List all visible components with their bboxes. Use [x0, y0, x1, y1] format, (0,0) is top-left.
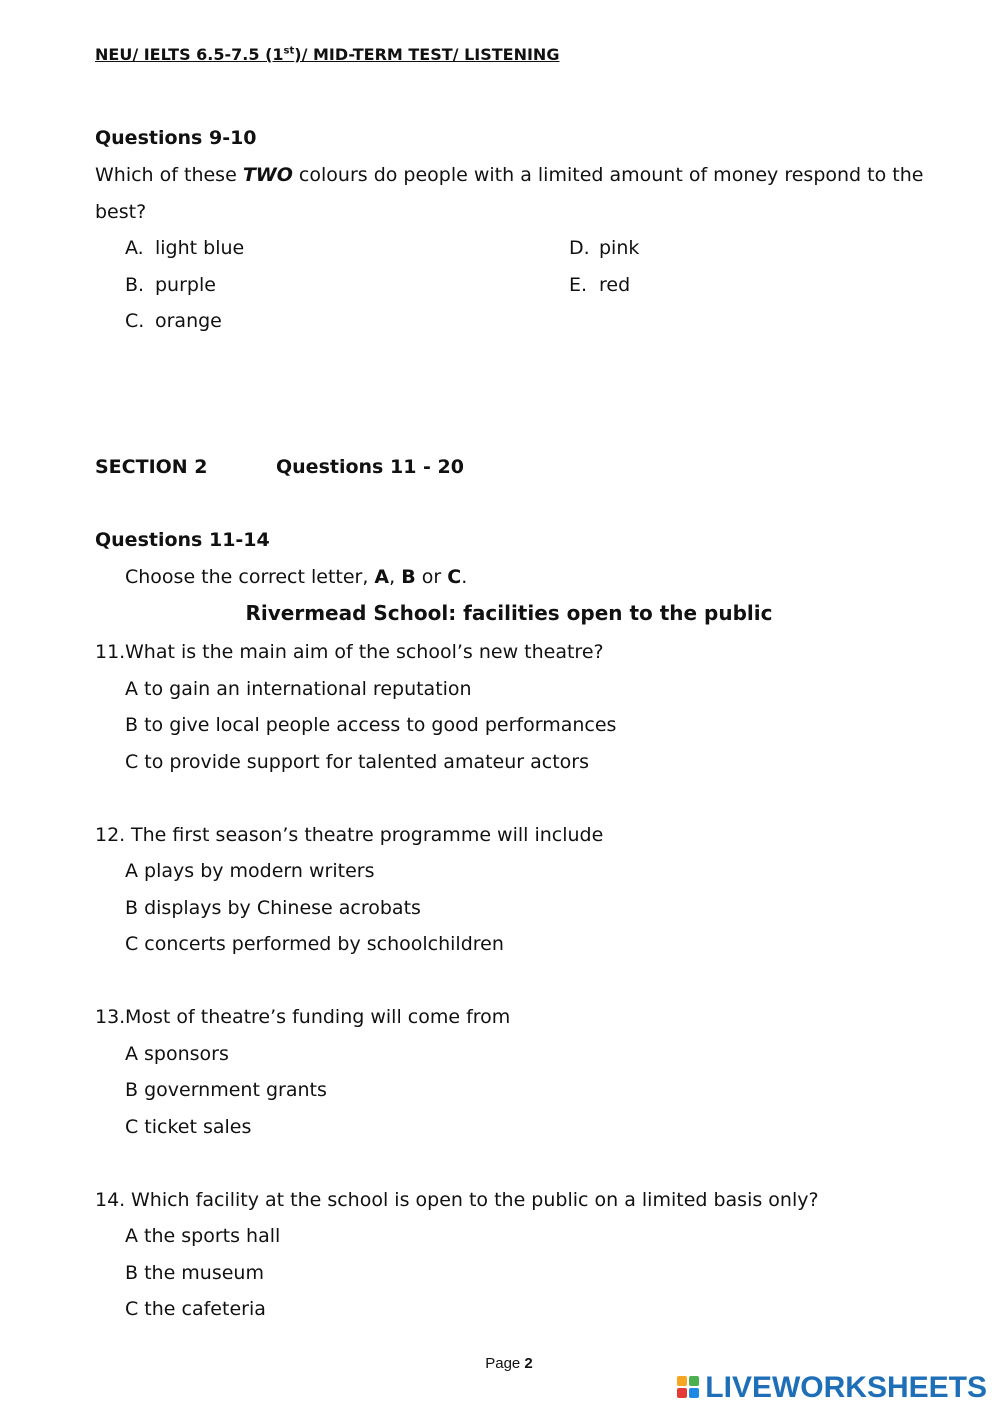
- option-e: [569, 273, 630, 297]
- instr-b: B: [401, 566, 416, 588]
- question-text: The first season’s theatre programme will include: [131, 824, 604, 846]
- header-prefix: NEU/ IELTS 6.5-7.5 (1: [95, 45, 284, 64]
- instr-or: or: [415, 566, 448, 588]
- question-14-option-a: A the sports hall: [125, 1225, 281, 1247]
- questions-9-10-prompt-line2: best?: [95, 201, 147, 223]
- header-superscript: st: [283, 45, 295, 57]
- question-text: Most of theatre’s funding will come from: [125, 1006, 511, 1028]
- option-letter: D.: [569, 237, 590, 259]
- question-13-option-b: B government grants: [125, 1079, 327, 1101]
- question-text: What is the main aim of the school’s new theatre?: [125, 641, 604, 663]
- instr-pre: Choose the correct letter,: [125, 566, 375, 588]
- question-number: 14.: [95, 1189, 126, 1211]
- question-12-option-a: A plays by modern writers: [125, 860, 375, 882]
- questions-9-10-prompt: [95, 163, 923, 187]
- prompt-pre: Which of these: [95, 164, 243, 186]
- section-title: Rivermead School: facilities open to the public: [245, 601, 773, 625]
- option-d: [569, 236, 639, 260]
- option-text: pink: [599, 237, 640, 259]
- header-suffix: )/ MID-TERM TEST/ LISTENING: [294, 45, 560, 64]
- question-13: [95, 1005, 510, 1029]
- question-12: [95, 823, 603, 847]
- instr-c: C: [447, 566, 462, 588]
- option-letter: E.: [569, 274, 588, 296]
- option-text: orange: [155, 310, 222, 332]
- option-a: [125, 236, 244, 260]
- logo-icon: [677, 1376, 701, 1400]
- question-11-option-b: B to give local people access to good performances: [125, 714, 617, 736]
- section-label: SECTION 2: [95, 456, 208, 478]
- question-12-option-c: C concerts performed by schoolchildren: [125, 933, 504, 955]
- option-letter: A.: [125, 237, 144, 259]
- section-range: Questions 11 - 20: [276, 456, 464, 478]
- instr-end: .: [461, 566, 468, 588]
- prompt-post: colours do people with a limited amount of money respond to the: [292, 164, 924, 186]
- option-text: red: [599, 274, 631, 296]
- question-number: 13.: [95, 1006, 126, 1028]
- question-13-option-a: A sponsors: [125, 1043, 229, 1065]
- question-14-option-b: B the museum: [125, 1262, 264, 1284]
- instructions: [125, 565, 467, 589]
- question-14: [95, 1188, 819, 1212]
- question-13-option-c: C ticket sales: [125, 1116, 252, 1138]
- page-label: Page: [485, 1355, 525, 1372]
- instr-a: A: [374, 566, 390, 588]
- question-number: 11.: [95, 641, 126, 663]
- option-c: [125, 309, 222, 333]
- logo-text: LIVEWORKSHEETS: [705, 1371, 987, 1404]
- option-text: purple: [155, 274, 216, 296]
- option-b: [125, 273, 216, 297]
- liveworksheets-logo[interactable]: [677, 1373, 987, 1403]
- option-text: light blue: [155, 237, 245, 259]
- document-header: [95, 45, 559, 65]
- option-letter: B.: [125, 274, 145, 296]
- question-14-option-c: C the cafeteria: [125, 1298, 266, 1320]
- option-letter: C.: [125, 310, 145, 332]
- questions-9-10-heading: Questions 9-10: [95, 127, 257, 149]
- question-text: Which facility at the school is open to the public on a limited basis only?: [131, 1189, 819, 1211]
- question-11-option-c: C to provide support for talented amateur actors: [125, 751, 590, 773]
- prompt-emphasis: TWO: [242, 164, 293, 186]
- page-number: 2: [524, 1355, 533, 1372]
- question-12-option-b: B displays by Chinese acrobats: [125, 897, 421, 919]
- instr-comma: ,: [389, 566, 402, 588]
- question-number: 12.: [95, 824, 126, 846]
- question-11-option-a: A to gain an international reputation: [125, 678, 472, 700]
- question-11: [95, 640, 604, 664]
- questions-11-14-heading: Questions 11-14: [95, 529, 270, 551]
